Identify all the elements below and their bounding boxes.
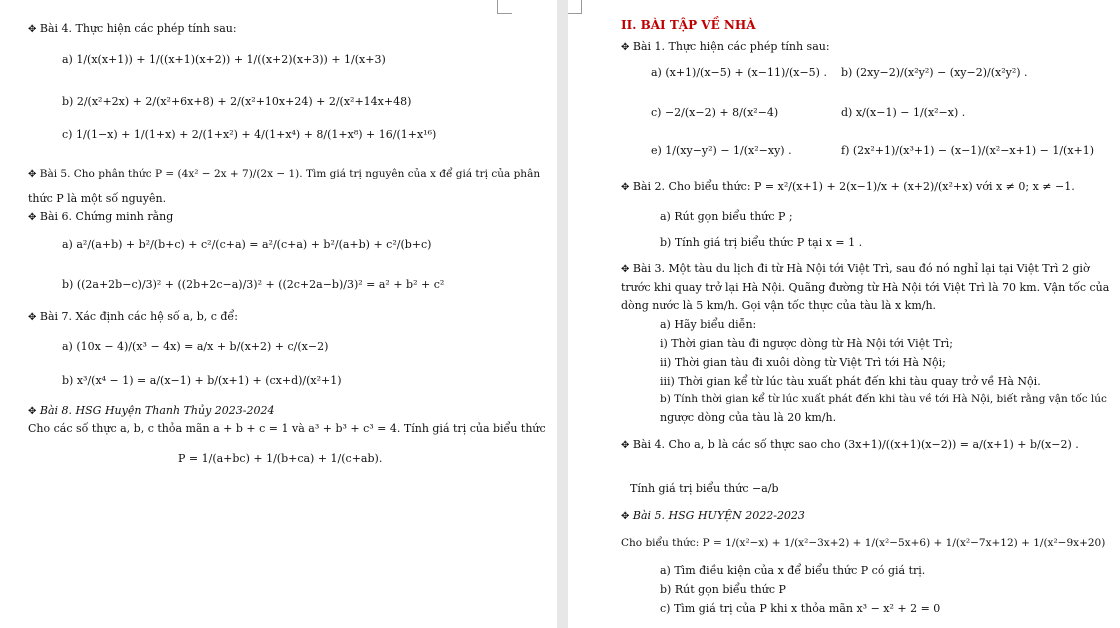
r-bai1-d: d) x/(x−1) − 1/(x²−x) . <box>841 106 966 119</box>
r-bai5-b: b) Rút gọn biểu thức P <box>660 583 786 596</box>
r-bai3-iii: iii) Thời gian kể từ lúc tàu xuất phát đến khi tàu quay trở về Hà Nội. <box>660 375 1041 388</box>
crop-mark <box>568 0 582 14</box>
bai5-line2: thức P là một số nguyên. <box>28 192 167 205</box>
move-icon: ✥ <box>28 312 37 323</box>
bai8-formula: P = 1/(a+bc) + 1/(b+ca) + 1/(c+ab). <box>178 452 383 465</box>
r-bai3-i: i) Thời gian tàu đi ngược dòng từ Hà Nội tới Việt Trì; <box>660 337 953 350</box>
move-icon: ✥ <box>28 406 37 417</box>
r-bai3-l3: dòng nước là 5 km/h. Gọi vận tốc thực của tàu là x km/h. <box>621 299 937 312</box>
move-icon: ✥ <box>621 440 630 451</box>
r-bai1-c: c) −2/(x−2) + 8/(x²−4) <box>651 106 779 119</box>
move-icon: ✥ <box>28 24 37 35</box>
r-bai3-ii: ii) Thời gian tàu đi xuôi dòng từ Việt Trì tới Hà Nội; <box>660 356 946 369</box>
section-title: II. BÀI TẬP VỀ NHÀ <box>621 18 756 32</box>
bai8-text: Cho các số thực a, b, c thỏa mãn a + b + c = 1 và a³ + b³ + c³ = 4. Tính giá trị của biểu thức <box>28 422 546 435</box>
r-bai1-a: a) (x+1)/(x−5) + (x−11)/(x−5) . <box>651 66 827 79</box>
r-bai2-b: b) Tính giá trị biểu thức P tại x = 1 . <box>660 236 863 249</box>
bai4-c: c) 1/(1−x) + 1/(1+x) + 2/(1+x²) + 4/(1+x⁴) + 8/(1+x⁸) + 16/(1+x¹⁶) <box>62 128 437 141</box>
move-icon: ✥ <box>621 264 630 275</box>
r-bai5-heading: ✥ Bài 5. HSG HUYỆN 2022-2023 <box>621 509 805 522</box>
r-bai2-heading: ✥ Bài 2. Cho biểu thức: P = x²/(x+1) + 2(x−1)/x + (x+2)/(x²+x) với x ≠ 0; x ≠ −1. <box>621 180 1075 193</box>
move-icon: ✥ <box>28 212 37 223</box>
bai5-line1: ✥ Bài 5. Cho phân thức P = (4x² − 2x + 7)/(2x − 1). Tìm giá trị nguyên của x để giá trị của phân <box>28 168 541 180</box>
crop-mark <box>497 0 512 14</box>
left-page <box>0 0 557 628</box>
bai4-b: b) 2/(x²+2x) + 2/(x²+6x+8) + 2/(x²+10x+24) + 2/(x²+14x+48) <box>62 95 412 108</box>
move-icon: ✥ <box>621 511 630 522</box>
r-bai3-l1: ✥ Bài 3. Một tàu du lịch đi từ Hà Nội tới Việt Trì, sau đó nó nghỉ lại tại Việt Trì 2 giờ <box>621 262 1090 275</box>
r-bai3-b2: ngược dòng của tàu là 20 km/h. <box>660 411 837 424</box>
bai7-heading: ✥ Bài 7. Xác định các hệ số a, b, c để: <box>28 310 238 323</box>
r-bai1-e: e) 1/(xy−y²) − 1/(x²−xy) . <box>651 144 792 157</box>
r-bai4-text: Tính giá trị biểu thức −a/b <box>630 482 779 495</box>
r-bai3-l2: trước khi quay trở lại Hà Nội. Quãng đường từ Hà Nội tới Việt Trì là 70 km. Vận tốc của <box>621 281 1110 294</box>
move-icon: ✥ <box>621 182 630 193</box>
r-bai5-a: a) Tìm điều kiện của x để biểu thức P có giá trị. <box>660 564 926 577</box>
bai7-b: b) x³/(x⁴ − 1) = a/(x−1) + b/(x+1) + (cx+d)/(x²+1) <box>62 374 342 387</box>
bai6-heading: ✥ Bài 6. Chứng minh rằng <box>28 210 174 223</box>
r-bai1-f: f) (2x²+1)/(x³+1) − (x−1)/(x²−x+1) − 1/(x+1) <box>841 144 1095 157</box>
r-bai3-b1: b) Tính thời gian kể từ lúc xuất phát đến khi tàu về tới Hà Nội, biết rằng vận tốc lúc <box>660 393 1107 405</box>
bai4-heading: ✥ Bài 4. Thực hiện các phép tính sau: <box>28 22 237 35</box>
bai8-heading: ✥ Bài 8. HSG Huyện Thanh Thủy 2023-2024 <box>28 404 275 417</box>
bai6-a: a) a²/(a+b) + b²/(b+c) + c²/(c+a) = a²/(c+a) + b²/(a+b) + c²/(b+c) <box>62 238 432 251</box>
r-bai5-c: c) Tìm giá trị của P khi x thỏa mãn x³ − x² + 2 = 0 <box>660 602 941 615</box>
bai4-a: a) 1/(x(x+1)) + 1/((x+1)(x+2)) + 1/((x+2)(x+3)) + 1/(x+3) <box>62 53 386 66</box>
move-icon: ✥ <box>621 42 630 53</box>
right-page <box>568 0 1120 628</box>
bai7-a: a) (10x − 4)/(x³ − 4x) = a/x + b/(x+2) + c/(x−2) <box>62 340 329 353</box>
r-bai5-formula: Cho biểu thức: P = 1/(x²−x) + 1/(x²−3x+2) + 1/(x²−5x+6) + 1/(x²−7x+12) + 1/(x²−9x+20) <box>621 537 1106 549</box>
r-bai4-heading: ✥ Bài 4. Cho a, b là các số thực sao cho (3x+1)/((x+1)(x−2)) = a/(x+1) + b/(x−2) . <box>621 438 1079 451</box>
bai6-b: b) ((2a+2b−c)/3)² + ((2b+2c−a)/3)² + ((2c+2a−b)/3)² = a² + b² + c² <box>62 278 445 291</box>
r-bai3-a: a) Hãy biểu diễn: <box>660 318 757 331</box>
r-bai1-heading: ✥ Bài 1. Thực hiện các phép tính sau: <box>621 40 830 53</box>
r-bai1-b: b) (2xy−2)/(x²y²) − (xy−2)/(x²y²) . <box>841 66 1028 79</box>
move-icon: ✥ <box>28 169 37 180</box>
r-bai2-a: a) Rút gọn biểu thức P ; <box>660 210 793 223</box>
